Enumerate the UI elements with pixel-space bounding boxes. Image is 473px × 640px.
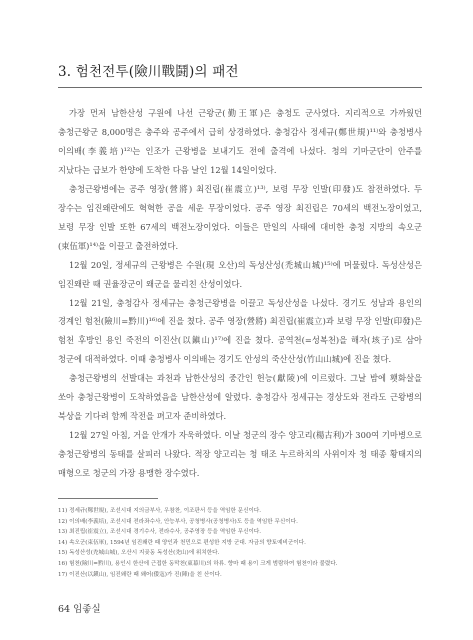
footnote: 12) 이의배(李義培), 조선시대 전라좌수사, 안능부사, 공청병사(공청병사)도 등을 역임한 무신이다.	[58, 518, 298, 525]
page-number: 64	[58, 604, 71, 615]
paragraph: 충청근왕병의 선발대는 과천과 남한산성의 중간인 헌능(獻陵)에 이르렀다. 그날 밤에 횃화살을 쏘아 충청근왕병이 도착하였음을 남한산성에 알렸다. 충청감사 정세규는 경상도와 전라도 근왕병의 북상을 기다려 함께 작전을 펴고자 준비하였다.	[58, 373, 422, 422]
footnote: 16) 험천(險川=黔川), 용인시 한산에 근접한 동막천(東幕川)의 하류. 향마 때 용이 크게 범람하여 험천이라 불렸다.	[58, 560, 338, 567]
footnote: 17) 이진산(以鎭山), 임진왜란 때 왜어(倭寇)가 진(陣)을 친 산이다.	[58, 571, 222, 578]
paragraph: 가장 먼저 남한산성 구원에 나선 근왕군(勤王軍)은 충청도 군사였다. 지리적으로 가까웠던 충청근왕군 8,000명은 충주와 공주에서 급히 상경하였다. 충청감사 정세규(鄭世規)¹¹⁾와 충청병사 이의배(李義培)¹²⁾는 인조가 근왕병을 보내기도 전에 출격에 나섰다. 청의 기마군단이 안주를 지났다는 급보가 한양에 도착한 다음 날인 12월 14일이었다.	[58, 108, 422, 175]
footer-section: 임좋실	[73, 604, 101, 615]
footnote: 14) 속오군(束伍軍), 1594년 임진왜란 때 양인과 천민으로 편성한 지방 군대. 자금의 향토예비군이다.	[58, 539, 306, 546]
paragraph: 충청근왕병에는 공주 영장(營將) 최진립(崔震立)¹³⁾, 보령 무장 인발(印發)도 참전하였다. 두 장수는 임진왜란에도 혁혁한 공을 세운 무장이었다. 공주 영장 최진립은 70세의 백전노장이었고, 보령 무장 인발 또한 67세의 백전노장이었다. 이들은 만일의 사태에 대비한 충청 지방의 속오군(束伍軍)¹⁴⁾을 이끌고 출전하였다.	[58, 183, 422, 251]
page-footer	[58, 601, 101, 615]
paragraph: 12월 27일 아침, 거을 안개가 자욱하였다. 이날 청군의 장수 양고리(楊古利)가 300여 기마병으로 충청근왕병의 동태를 살피러 나왔다. 적장 양고리는 청 태조 누르하치의 사위이자 청 태종 황태지의 매형으로 청군의 가장 용맹한 장수였다.	[58, 430, 422, 479]
heading-divider	[58, 87, 422, 88]
paragraph: 12월 20일, 정세규의 근왕병은 수원(現 오산)의 독성산성(禿城山城)¹⁵⁾에 머물렀다. 독성산성은 임진왜란 때 권율장군이 왜군을 물리친 산성이었다.	[58, 259, 422, 289]
paragraph: 12월 21일, 충청감사 정세규는 충청근왕병을 이끌고 독성산성을 나섰다. 경기도 성남과 용인의 경계인 험천(險川=黔川)¹⁶⁾에 진을 쳤다. 공주 영장(營將) 최진립(崔震立)과 보령 무장 인발(印發)은 험천 후방인 용인 죽전의 이진산(以鎭山)¹⁷⁾에 진을 쳤다. 공역천(=성복천)을 해자(垓子)로 삼아 청군에 대적하였다. 이때 충청병사 이의배는 경기도 안성의 죽산산성(竹山山城)에 진을 쳤다.	[58, 297, 422, 365]
footnote-divider	[58, 498, 158, 499]
section-heading: 3. 험천전투(險川戰鬪)의 패전	[58, 64, 239, 80]
footnote: 11) 정세규(鄭世規), 조선시대 지의금부사, 우참찬, 이조판서 등을 역임한 문신이다.	[58, 508, 262, 514]
footnote: 13) 최진립(崔震立), 조선시대 경기수사, 전라수사, 공주영장 등을 역임한 무신이다.	[58, 529, 262, 536]
footnotes	[58, 506, 428, 580]
body-text	[58, 104, 422, 483]
footnote: 15) 독성산성(禿城山城), 오산시 지곶동 독성산(禿山)에 위치한다.	[58, 550, 220, 557]
